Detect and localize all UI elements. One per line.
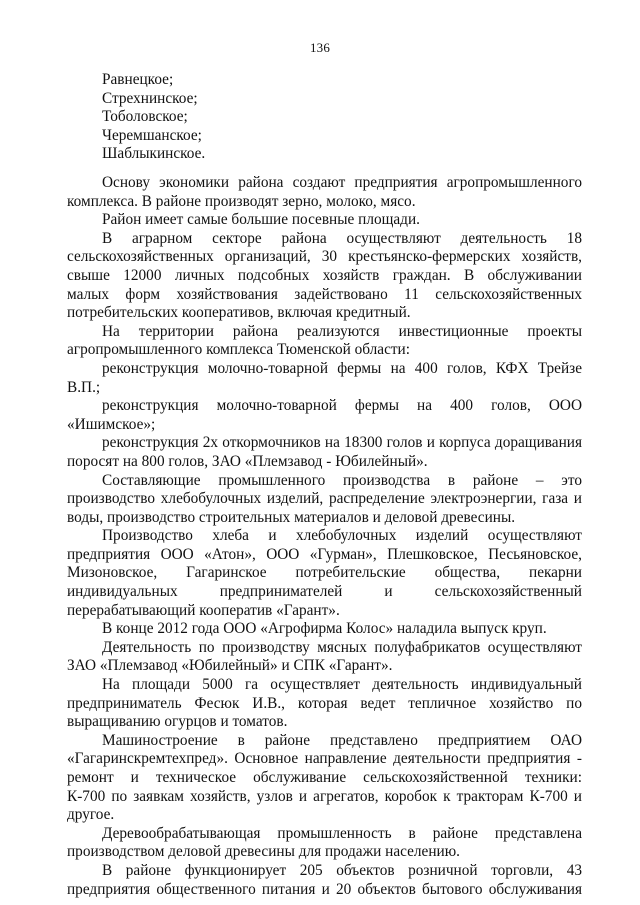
text-line: ремонт и техническое обслуживание сельскохозяйственной техники:	[67, 769, 582, 786]
list-item: Черемшанское;	[102, 126, 202, 144]
text-line: реконструкция молочно-товарной фермы на 400 голов, КФХ Трейзе	[102, 359, 582, 377]
text-line: Составляющие промышленного производства в районе – это	[102, 471, 582, 489]
text-line: воды, производство строительных материалов и деловой древесины.	[67, 508, 516, 526]
text-line: предприниматель Фесюк И.В., которая ведет тепличное хозяйство по	[67, 694, 582, 712]
text-line: Район имеет самые большие посевные площади.	[102, 211, 420, 229]
text-line: сельскохозяйственных организаций, 30 крестьянско-фермерских хозяйств,	[67, 248, 582, 266]
text-line: перерабатывающий кооператив «Гарант».	[67, 601, 340, 619]
text-line: На площади 5000 га осуществляет деятельность индивидуальный	[102, 676, 582, 694]
text-line: поросят на 800 голов, ЗАО «Племзавод - Юбилейный».	[67, 452, 428, 470]
text-line: предприятия ООО «Атон», ООО «Гурман», Плешковское, Песьяновское,	[67, 545, 582, 563]
text-line: реконструкция 2х откормочников на 18300 голов и корпуса доращивания	[102, 434, 582, 452]
text-line: производством деловой древесины для продажи населению.	[67, 843, 460, 861]
text-line: В конце 2012 года ООО «Агрофирма Колос» наладила выпуск круп.	[102, 620, 547, 638]
text-line: комплекса. В районе производят зерно, молоко, мясо.	[67, 192, 416, 210]
page-number: 136	[309, 40, 331, 55]
text-line: Деревообрабатывающая промышленность в районе представлена	[102, 824, 582, 842]
text-line: свыше 12000 личных подсобных хозяйств граждан. В обслуживании	[67, 266, 582, 284]
text-line: малых форм хозяйствования задействовано 11 сельскохозяйственных	[67, 285, 582, 303]
text-line: предприятия общественного питания и 20 объектов бытового обслуживания	[67, 880, 582, 898]
text-line: потребительских кооперативов, включая кредитный.	[67, 304, 411, 322]
list-item: Тоболовское;	[102, 108, 188, 126]
text-line: «Ишимское»;	[67, 415, 156, 433]
list-item: Шаблыкинское.	[102, 145, 206, 163]
text-line: На территории района реализуются инвестиционные проекты	[102, 322, 582, 340]
text-line: В аграрном секторе района осуществляют деятельность 18	[102, 229, 582, 247]
list-item: Равнецкое;	[102, 71, 174, 88]
text-line: К-700 по заявкам хозяйств, узлов и агрегатов, коробок к тракторам К-700 и	[67, 787, 582, 805]
body-text	[67, 174, 582, 899]
text-line: производство хлебобулочных изделий, распределение электроэнергии, газа и	[67, 490, 582, 508]
text-line: Производство хлеба и хлебобулочных изделий осуществляют	[102, 527, 582, 545]
text-line: Деятельность по производству мясных полуфабрикатов осуществляют	[102, 638, 582, 656]
text-line: ЗАО «Племзавод «Юбилейный» и СПК «Гарант».	[67, 657, 393, 675]
text-line: Машиностроение в районе представлено предприятием ОАО	[102, 731, 582, 749]
text-line: агропромышленного комплекса Тюменской области:	[67, 341, 410, 359]
village-list	[67, 71, 582, 164]
text-line: В районе функционирует 205 объектов розничной торговли, 43	[102, 861, 582, 879]
list-item: Стрехнинское;	[102, 89, 198, 107]
text-line: Основу экономики района создают предприятия агропромышленного	[102, 174, 582, 191]
text-line: другое.	[67, 806, 115, 824]
text-line: Мизоновское, Гагаринское потребительские общества, пекарни	[67, 564, 582, 582]
text-line: В.П.;	[67, 378, 101, 396]
text-line: выращиванию огурцов и томатов.	[67, 713, 288, 731]
text-line: индивидуальных предпринимателей и сельскохозяйственный	[67, 583, 582, 601]
text-line: реконструкция молочно-товарной фермы на 400 голов, ООО	[102, 397, 582, 415]
text-line: «Гагаринскремтехпред». Основное направление деятельности предприятия -	[67, 750, 582, 768]
